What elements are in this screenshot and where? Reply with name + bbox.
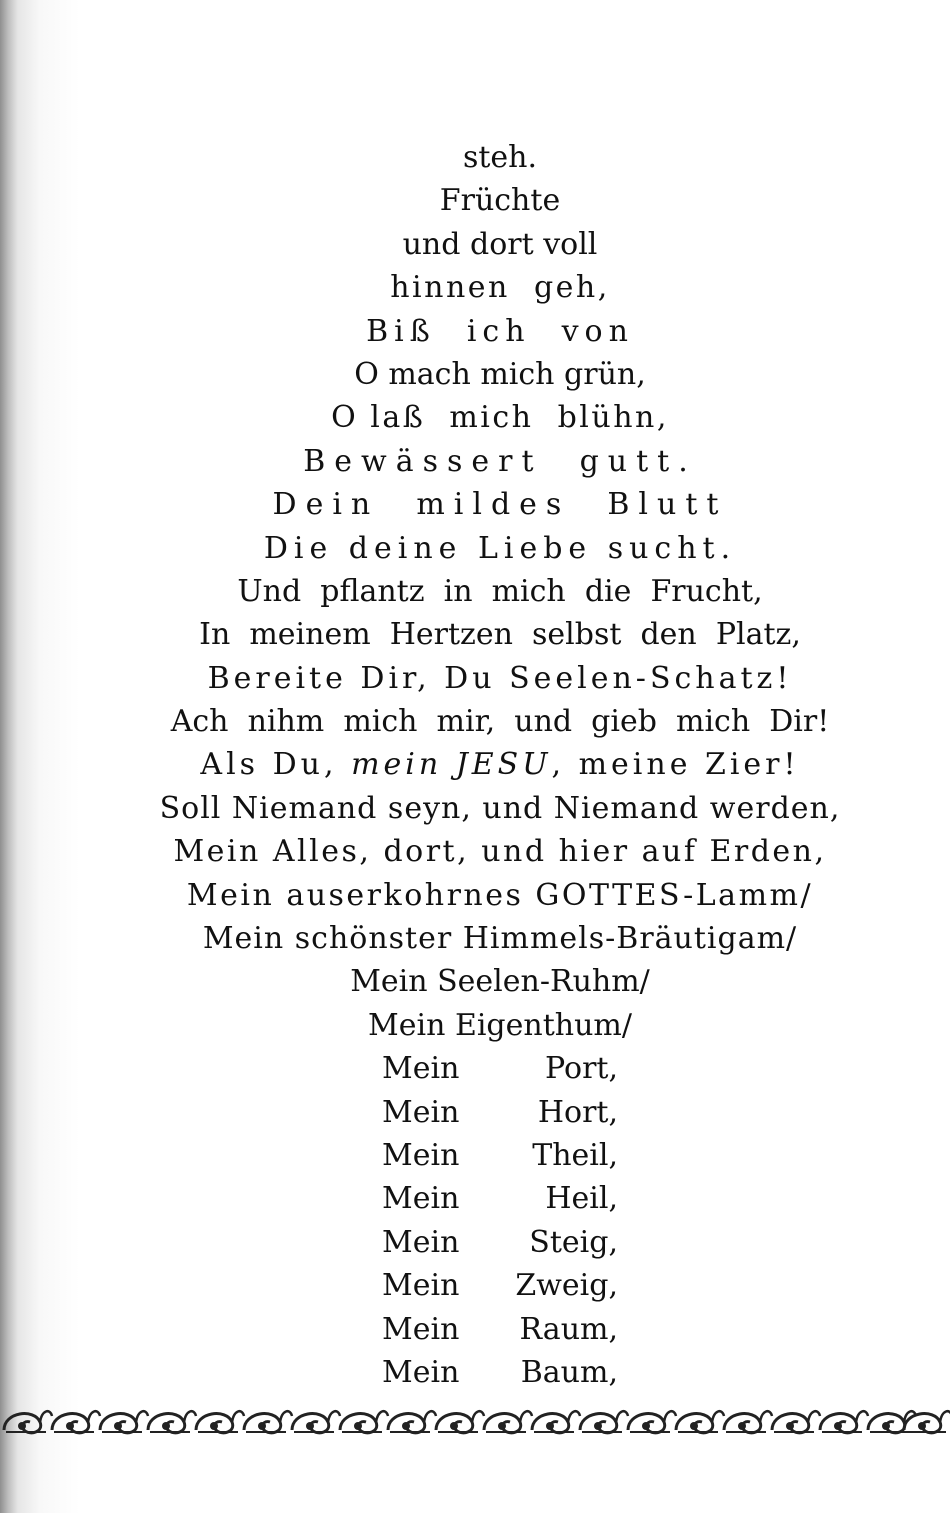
poem-line: In meinem Hertzen selbst den Platz, bbox=[199, 617, 801, 653]
shaped-poem bbox=[0, 136, 950, 1394]
poem-line: Mein Alles, dort, und hier auf Erden, bbox=[173, 834, 827, 870]
pair-left: Mein bbox=[382, 1224, 460, 1260]
poem-line: Bereite Dir, Du Seelen-Schatz! bbox=[207, 660, 793, 696]
pair-right: Steig, bbox=[529, 1224, 618, 1260]
poem-pair-line bbox=[0, 1177, 950, 1220]
poem-pair-line bbox=[0, 1351, 950, 1394]
poem-line: Früchte bbox=[439, 183, 561, 219]
poem-line: Bewässert gutt. bbox=[303, 443, 697, 479]
poem-pair-line bbox=[0, 1308, 950, 1351]
pair-right: Port, bbox=[545, 1051, 618, 1087]
poem-line: Mein Seelen-Ruhm/ bbox=[350, 964, 650, 1000]
poem-line-part: Als Du, bbox=[200, 747, 338, 783]
poem-pair-line bbox=[0, 1221, 950, 1264]
pair-right: Zweig, bbox=[515, 1268, 618, 1304]
pair-right: Heil, bbox=[545, 1181, 618, 1217]
poem-line: hinnen geh, bbox=[390, 270, 610, 306]
poem-pair-line bbox=[0, 1091, 950, 1134]
pair-right: Raum, bbox=[519, 1311, 618, 1347]
poem-line: Mein Eigenthum/ bbox=[368, 1007, 632, 1043]
poem-line: O laß mich blühn, bbox=[331, 400, 669, 436]
pair-left: Mein bbox=[382, 1094, 460, 1130]
pair-left: Mein bbox=[382, 1354, 460, 1390]
poem-pair-line bbox=[0, 1047, 950, 1090]
poem-line: Mein schönster Himmels-Bräutigam/ bbox=[202, 921, 798, 957]
poem-line: O mach mich grün, bbox=[354, 356, 646, 392]
poem-line-italic: mein JESU bbox=[351, 747, 552, 783]
poem-line: Soll Niemand seyn, und Niemand werden, bbox=[159, 790, 841, 826]
poem-line: Mein auserkohrnes GOTTES-Lamm/ bbox=[186, 877, 814, 913]
poem-line: Die deine Liebe sucht. bbox=[263, 530, 737, 566]
pair-left: Mein bbox=[382, 1268, 460, 1304]
poem-line: Ach nihm mich mir, und gieb mich Dir! bbox=[170, 704, 830, 740]
pair-left: Mein bbox=[382, 1051, 460, 1087]
decorative-border-ornament bbox=[0, 1400, 950, 1440]
pair-right: Hort, bbox=[537, 1094, 618, 1130]
poem-line: Biß ich von bbox=[366, 313, 634, 349]
poem-line: Dein mildes Blutt bbox=[272, 487, 728, 523]
poem-line: steh. bbox=[462, 140, 538, 175]
poem-line: Und pflantz in mich die Frucht, bbox=[237, 573, 763, 609]
poem-line-part: , meine Zier! bbox=[551, 747, 800, 783]
poem-line: und dort voll bbox=[402, 226, 598, 262]
pair-right: Theil, bbox=[532, 1137, 618, 1173]
pair-right: Baum, bbox=[520, 1354, 618, 1390]
pair-left: Mein bbox=[382, 1311, 460, 1347]
poem-pair-line bbox=[0, 1264, 950, 1307]
pair-left: Mein bbox=[382, 1181, 460, 1217]
poem-pair-line bbox=[0, 1134, 950, 1177]
poem-line-jesu bbox=[0, 743, 950, 786]
pair-left: Mein bbox=[382, 1137, 460, 1173]
